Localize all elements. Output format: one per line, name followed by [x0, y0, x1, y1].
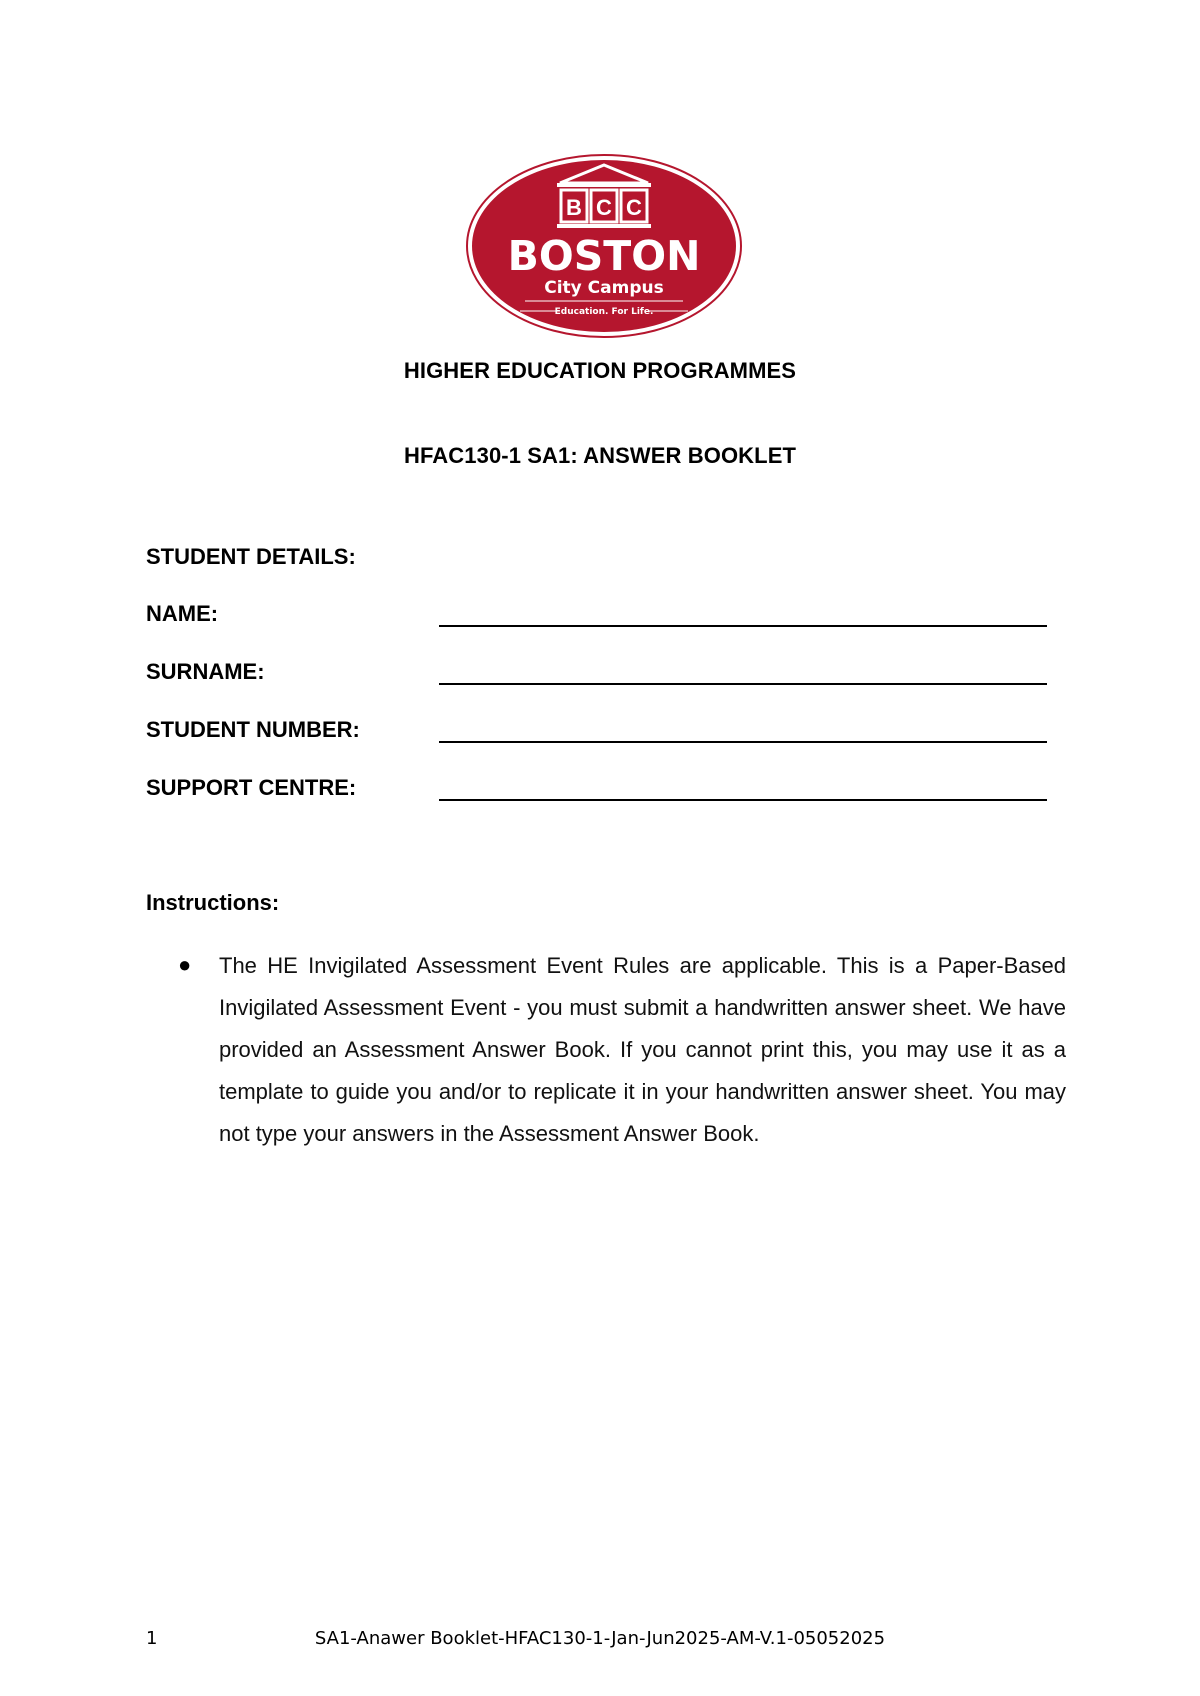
student-details-heading: STUDENT DETAILS: [146, 544, 356, 569]
surname-field-row [146, 659, 1046, 689]
logo-subtitle: City Campus [544, 278, 664, 298]
logo-initials-c2: C [626, 195, 642, 220]
surname-label: SURNAME: [146, 659, 265, 684]
booklet-title: HFAC130-1 SA1: ANSWER BOOKLET [403, 443, 797, 468]
logo-initials-b: B [566, 195, 582, 220]
document-code: SA1-Anawer Booklet-HFAC130-1-Jan-Jun2025-AM-V.1-05052025 [314, 1628, 886, 1649]
student-number-field[interactable] [439, 741, 1047, 743]
support-centre-field[interactable] [439, 799, 1047, 801]
programme-title: HIGHER EDUCATION PROGRAMMES [403, 358, 797, 383]
student-number-label: STUDENT NUMBER: [146, 717, 360, 742]
page-number: 1 [146, 1628, 158, 1649]
name-label: NAME: [146, 601, 219, 626]
logo-tagline: Education. For Life. [554, 307, 654, 317]
support-centre-field-row [146, 775, 1046, 805]
name-field[interactable] [439, 625, 1047, 627]
logo-initials-c1: C [596, 195, 612, 220]
logo-name: BOSTON [507, 232, 701, 280]
name-field-row [146, 601, 1046, 631]
bullet-icon: ● [178, 952, 192, 977]
instructions-heading: Instructions: [146, 890, 280, 915]
list-item: The HE Invigilated Assessment Event Rules are applicable. This is a Paper-Based Invigilated Assessment Event - you must submit a handwritten answer sheet. We have provided an Assessment Answer Book. If you cannot print this, you may use it as a template to guide you and/or to replicate it in your handwritten answer sheet. You may not type your answers in the Assessment Answer Book. [219, 953, 1066, 1146]
support-centre-label: SUPPORT CENTRE: [146, 775, 357, 800]
student-number-field-row [146, 717, 1046, 747]
surname-field[interactable] [439, 683, 1047, 685]
boston-city-campus-logo [465, 153, 743, 339]
